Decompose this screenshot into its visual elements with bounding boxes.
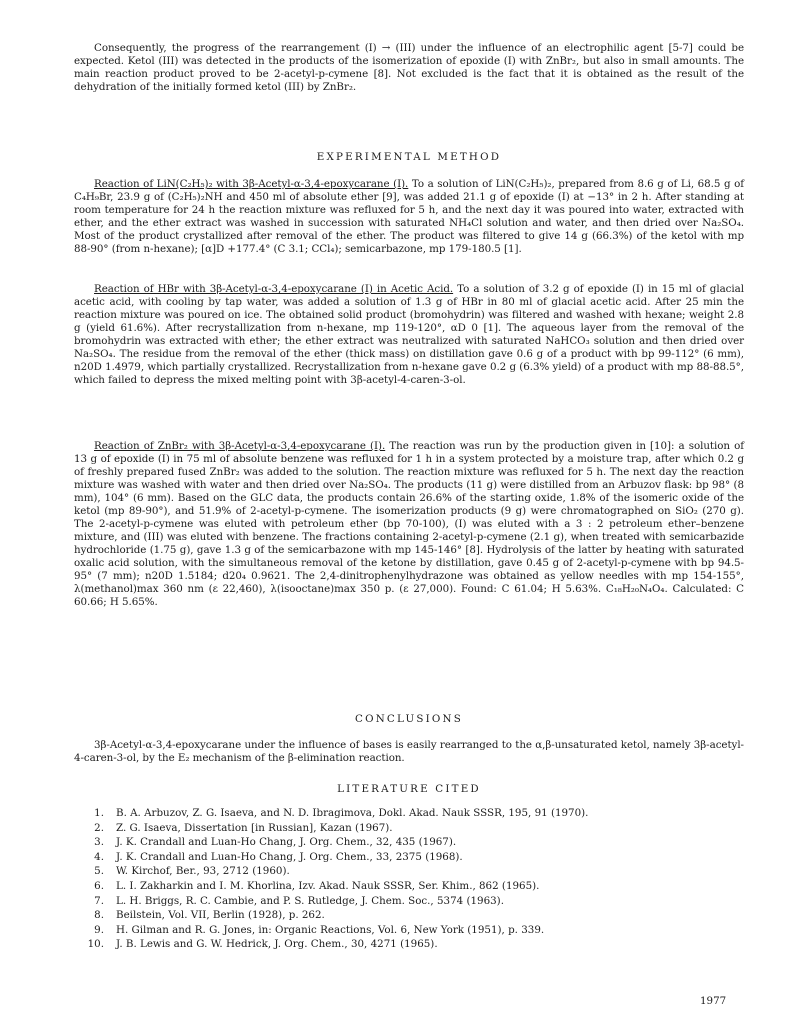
reference-number: 6. xyxy=(94,879,104,892)
literature-heading: LITERATURE CITED xyxy=(337,783,481,795)
reference-item xyxy=(74,864,744,879)
reference-item xyxy=(74,806,744,821)
reference-item xyxy=(74,894,744,909)
intro-paragraph: Consequently, the progress of the rearrangement (I) → (III) under the influence of an electrophilic agent [5-7] could be expected. Ketol (III) was detected in the products of the isomerization of epoxide (I) with ZnBr₂, but also in small amounts. The main reaction product proved to be 2-acetyl-p-cymene [8]. Not excluded is the fact that it is obtained as the result of the dehydration of the initially formed ketol (III) by ZnBr₂. xyxy=(74,42,744,93)
reference-number: 10. xyxy=(87,938,104,951)
reference-number: 2. xyxy=(94,821,104,834)
reference-list xyxy=(74,806,744,952)
reference-number: 5. xyxy=(94,865,104,878)
reference-text: Beilstein, Vol. VII, Berlin (1928), p. 262. xyxy=(116,909,325,922)
section-paragraph xyxy=(74,283,744,387)
reference-number: 1. xyxy=(94,807,104,819)
reference-text: B. A. Arbuzov, Z. G. Isaeva, and N. D. Ibragimova, Dokl. Akad. Nauk SSSR, 195, 91 (1970). xyxy=(116,807,589,819)
reference-text: W. Kirchof, Ber., 93, 2712 (1960). xyxy=(116,865,290,878)
reference-item xyxy=(74,937,744,952)
section-title: Reaction of LiN(C₂H₅)₂ with 3β-Acetyl-α-3,4-epoxycarane (I). xyxy=(94,178,409,190)
reference-number: 7. xyxy=(94,894,104,907)
intro-section xyxy=(74,42,744,94)
conclusions-heading: CONCLUSIONS xyxy=(355,713,463,725)
reference-item xyxy=(74,879,744,894)
experimental-section-2 xyxy=(74,283,744,387)
experimental-section-3 xyxy=(74,440,744,609)
conclusions-paragraph: 3β-Acetyl-α-3,4-epoxycarane under the influence of bases is easily rearranged to the α,β-unsaturated ketol, namely 3β-acetyl-4-caren-3-ol, by the E₂ mechanism of the β-elimination reaction. xyxy=(74,739,744,764)
reference-item xyxy=(74,923,744,938)
reference-text: L. H. Briggs, R. C. Cambie, and P. S. Rutledge, J. Chem. Soc., 5374 (1963). xyxy=(116,894,504,907)
section-paragraph xyxy=(74,178,744,256)
reference-text: J. K. Crandall and Luan-Ho Chang, J. Org. Chem., 33, 2375 (1968). xyxy=(116,850,463,863)
section-text: To a solution of LiN(C₂H₅)₂, prepared from 8.6 g of Li, 68.5 g of C₄H₉Br, 23.9 g of (C₂H₅)₂NH and 450 ml of absolute ether [9], was added 21.1 g of epoxide (I) at −13° in 2 h. After standing at room temperature for 24 h the reaction mixture was refluxed for 5 h, and the next day it was poured into water, extracted with ether, and the ether extract was washed in succession with saturated NH₄Cl solution and water, and then dried over Na₂SO₄. Most of the product crystallized after removal of the ether. The product was filtered to give 14 g (66.3%) of the ketol with mp 88-90° (from n-hexane); [α]D +177.4° (C 3.1; CCl₄); semicarbazone, mp 179-180.5 [1]. xyxy=(74,178,744,255)
section-title: Reaction of HBr with 3β-Acetyl-α-3,4-epoxycarane (I) in Acetic Acid. xyxy=(94,283,454,295)
reference-item xyxy=(74,821,744,836)
reference-number: 9. xyxy=(94,923,104,936)
section-paragraph xyxy=(74,440,744,609)
section-title: Reaction of ZnBr₂ with 3β-Acetyl-α-3,4-epoxycarane (I). xyxy=(94,440,386,452)
reference-text: J. K. Crandall and Luan-Ho Chang, J. Org. Chem., 32, 435 (1967). xyxy=(116,836,457,849)
reference-item xyxy=(74,850,744,865)
page-number: 1977 xyxy=(700,995,727,1007)
reference-number: 4. xyxy=(94,850,104,863)
reference-text: Z. G. Isaeva, Dissertation [in Russian], Kazan (1967). xyxy=(116,821,393,834)
reference-text: L. I. Zakharkin and I. M. Khorlina, Izv. Akad. Nauk SSSR, Ser. Khim., 862 (1965). xyxy=(116,879,540,892)
reference-text: J. B. Lewis and G. W. Hedrick, J. Org. Chem., 30, 4271 (1965). xyxy=(116,938,438,951)
reference-number: 3. xyxy=(94,836,104,849)
reference-item xyxy=(74,908,744,923)
experimental-heading: EXPERIMENTAL METHOD xyxy=(316,151,502,163)
reference-item xyxy=(74,835,744,850)
section-text: To a solution of 3.2 g of epoxide (I) in 15 ml of glacial acetic acid, with cooling by tap water, was added a solution of 1.3 g of HBr in 80 ml of glacial acetic acid. After 25 min the reaction mixture was poured on ice. The obtained solid product (bromohydrin) was filtered and washed with hexane; weight 2.8 g (yield 61.6%). After recrystallization from n-hexane, mp 119-120°, αD 0 [1]. The aqueous layer from the removal of the bromohydrin was extracted with ether; the ether extract was neutralized with saturated NaHCO₃ solution and then dried over Na₂SO₄. The residue from the removal of the ether (thick mass) on distillation gave 0.6 g of a product with bp 99-112° (6 mm), n20D 1.4979, which partially crystallized. Recrystallization from n-hexane gave 0.2 g (6.3% yield) of a product with mp 88-88.5°, which failed to depress the mixed melting point with 3β-acetyl-4-caren-3-ol. xyxy=(74,283,744,386)
reference-text: H. Gilman and R. G. Jones, in: Organic Reactions, Vol. 6, New York (1951), p. 339. xyxy=(116,923,545,936)
section-text: The reaction was run by the production given in [10]: a solution of 13 g of epoxide (I) in 75 ml of absolute benzene was refluxed for 1 h in a system protected by a moisture trap, after which 0.2 g of freshly prepared fused ZnBr₂ was added to the solution. The reaction mixture was refluxed for 5 h. The next day the reaction mixture was washed with water and then dried over Na₂SO₄. The products (11 g) were distilled from an Arbuzov flask: bp 98° (8 mm), 104° (6 mm). Based on the GLC data, the products contain 26.6% of the starting oxide, 1.8% of the isomeric oxide of the ketol (mp 89-90°), and 51.9% of 2-acetyl-p-cymene. The isomerization products (9 g) were chromatographed on SiO₂ (270 g). The 2-acetyl-p-cymene was eluted with petroleum ether (bp 70-100), (I) was eluted with a 3 : 2 petroleum ether–benzene mixture, and (III) was eluted with benzene. The fractions containing 2-acetyl-p-cymene (2.1 g), when treated with semicarbazide hydrochloride (1.75 g), gave 1.3 g of the semicarbazone with mp 145-146° [8]. Hydrolysis of the latter by heating with saturated oxalic acid solution, with the simultaneous removal of the ketone by distillation, gave 0.45 g of 2-acetyl-p-cymene with bp 94.5-95° (7 mm); n20D 1.5184; d20₄ 0.9621. The 2,4-dinitrophenylhydrazone was obtained as yellow needles with mp 154-155°, λ(methanol)max 360 nm (ε 22,460), λ(isooctane)max 350 p. (ε 27,000). Found: C 61.04; H 5.63%. C₁₈H₂₀N₄O₄. Calculated: C 60.66; H 5.65%. xyxy=(74,440,744,608)
conclusions-section xyxy=(74,739,744,765)
reference-number: 8. xyxy=(94,909,104,922)
experimental-section-1 xyxy=(74,178,744,256)
